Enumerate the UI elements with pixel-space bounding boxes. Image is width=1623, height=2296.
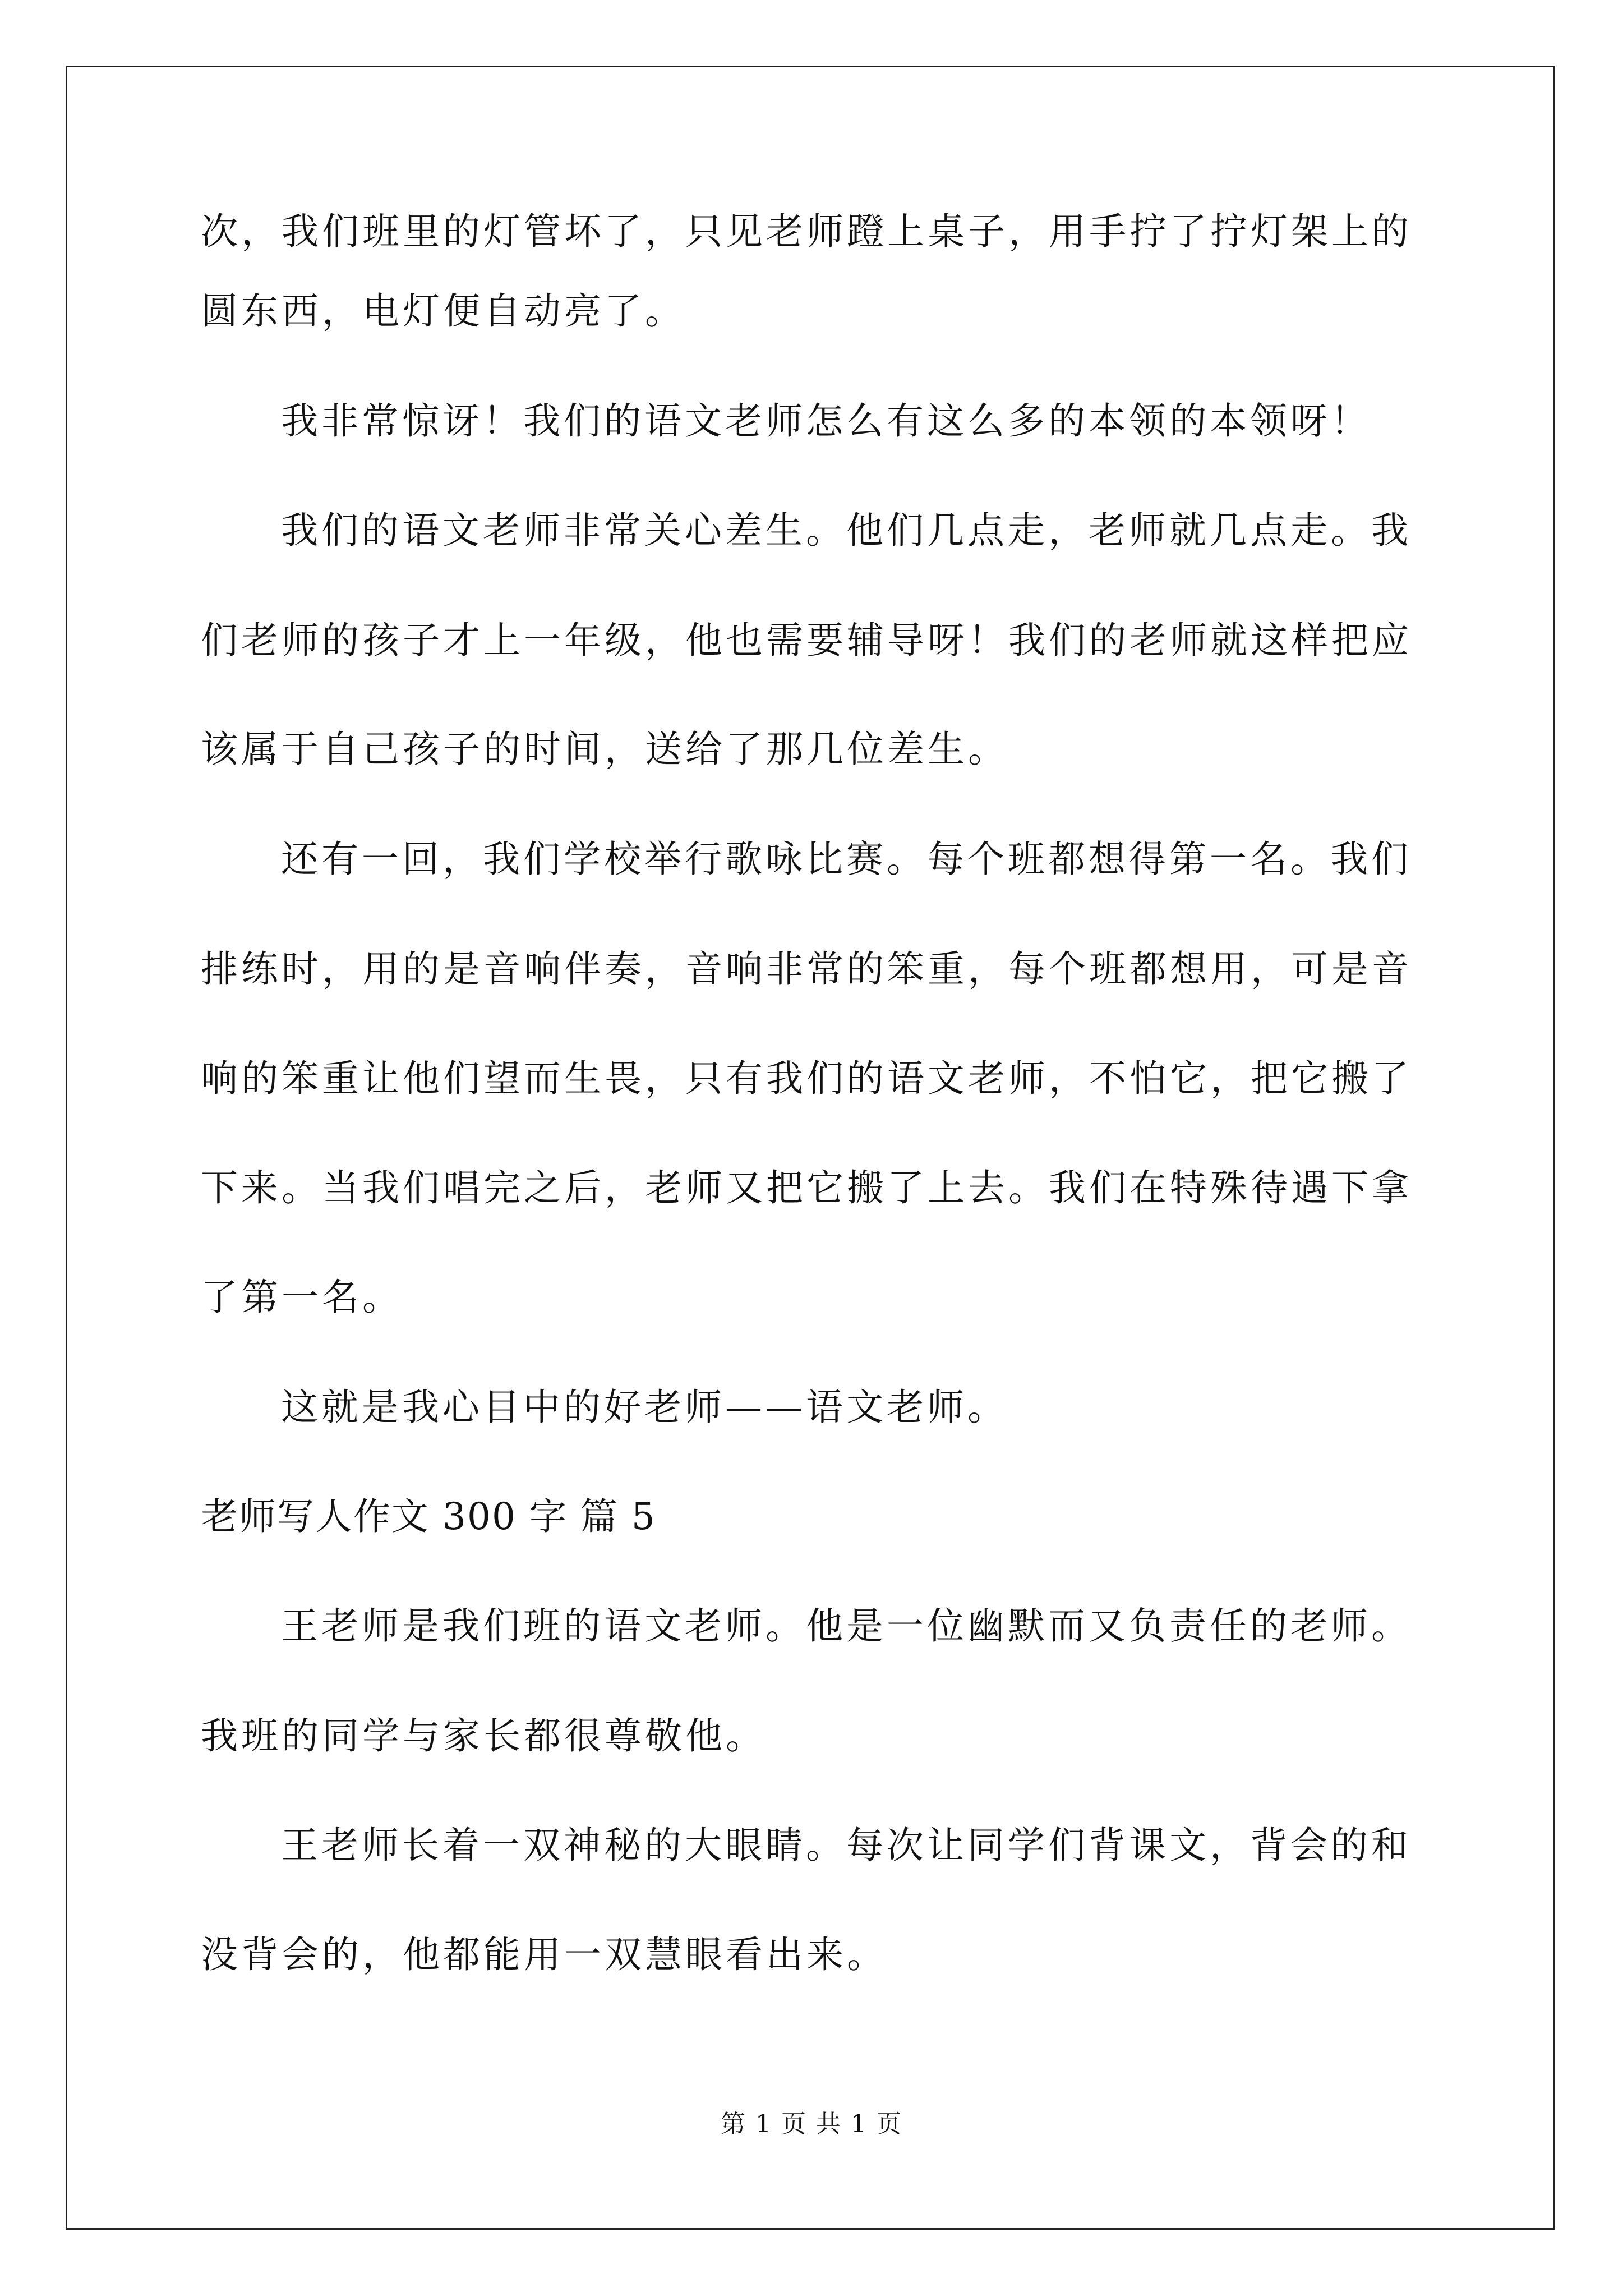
- text-line: 次，我们班里的灯管坏了，只见老师蹬上桌子，用手拧了拧灯架上的: [201, 210, 1412, 253]
- paragraph-line: 王老师是我们班的语文老师。他是一位幽默而又负责任的老师。: [281, 1604, 1412, 1648]
- text-line: 排练时，用的是音响伴奏，音响非常的笨重，每个班都想用，可是音: [201, 947, 1412, 991]
- paragraph-line: 王老师长着一双神秘的大眼睛。每次让同学们背课文，背会的和: [281, 1824, 1412, 1867]
- text-line: 我班的同学与家长都很尊敬他。: [201, 1714, 766, 1757]
- page-frame: [66, 66, 1555, 2230]
- text-line: 们老师的孩子才上一年级，他也需要辅导呀！我们的老师就这样把应: [201, 619, 1412, 662]
- page-footer: 第 1 页 共 1 页: [721, 2110, 902, 2138]
- text-line: 响的笨重让他们望而生畏，只有我们的语文老师，不怕它，把它搬了: [201, 1057, 1412, 1100]
- text-line: 没背会的，他都能用一双慧眼看出来。: [201, 1933, 887, 1976]
- text-line: 该属于自己孩子的时间，送给了那几位差生。: [201, 728, 1008, 771]
- section-heading: 老师写人作文 300 字 篇 5: [201, 1495, 656, 1538]
- paragraph-line: 这就是我心目中的好老师——语文老师。: [281, 1386, 1008, 1429]
- paragraph-line: 我们的语文老师非常关心差生。他们几点走，老师就几点走。我: [281, 509, 1412, 552]
- text-line: 了第一名。: [201, 1276, 403, 1319]
- paragraph-line: 还有一回，我们学校举行歌咏比赛。每个班都想得第一名。我们: [281, 838, 1412, 881]
- text-line: 圆东西，电灯便自动亮了。: [201, 289, 685, 333]
- paragraph-line: 我非常惊讶！我们的语文老师怎么有这么多的本领的本领呀！: [281, 399, 1371, 443]
- text-line: 下来。当我们唱完之后，老师又把它搬了上去。我们在特殊待遇下拿: [201, 1166, 1412, 1209]
